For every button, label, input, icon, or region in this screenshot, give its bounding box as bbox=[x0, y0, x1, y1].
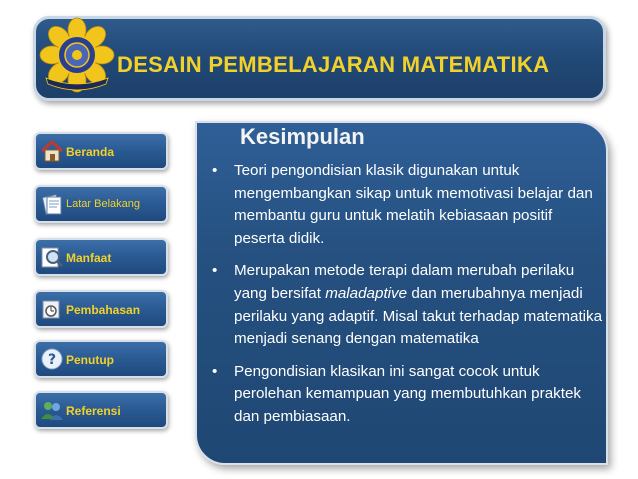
people-icon bbox=[39, 397, 65, 423]
sidebar-item-latar-belakang[interactable] bbox=[34, 185, 168, 223]
bullet-item bbox=[210, 260, 605, 350]
help-icon bbox=[39, 346, 65, 372]
sidebar-item-beranda[interactable] bbox=[34, 132, 168, 170]
svg-text:?: ? bbox=[47, 352, 57, 368]
tools-icon bbox=[39, 296, 65, 322]
sidebar-item-label: Penutup bbox=[66, 353, 114, 367]
sidebar-item-label: Manfaat bbox=[66, 251, 112, 265]
sidebar-item-label: Beranda bbox=[66, 145, 115, 159]
bullet-text-before: Merupakan metode terapi dalam merubah perilaku yang bersifat bbox=[234, 262, 575, 302]
sidebar-item-manfaat[interactable] bbox=[34, 238, 168, 276]
sidebar-item-referensi[interactable] bbox=[34, 391, 168, 429]
sidebar-item-penutup[interactable] bbox=[34, 340, 168, 378]
university-logo-icon bbox=[38, 16, 116, 94]
bullet-text-after: dan merubahnya menjadi perilaku yang adaptif. Misal takut terhadap matematika menjadi senang dengan matematika bbox=[234, 284, 603, 348]
section-title: Kesimpulan bbox=[240, 124, 365, 149]
sidebar-item-pembahasan[interactable] bbox=[34, 290, 168, 328]
sidebar-item-label: Referensi bbox=[66, 404, 121, 418]
sidebar-item-label: Latar Belakang bbox=[66, 198, 140, 210]
page-title: DESAIN PEMBELAJARAN MATEMATIKA bbox=[117, 52, 550, 77]
bullet-text: Teori pengondisian klasik digunakan untuk mengembangkan sikap untuk memotivasi belajar dan membantu guru untuk melatih kebiasaan positif peserta didik. bbox=[234, 162, 593, 247]
sidebar-item-label: Pembahasan bbox=[66, 303, 141, 317]
bullet-text-emphasis: maladaptive bbox=[325, 284, 408, 302]
bullet-list bbox=[210, 160, 605, 439]
home-icon bbox=[39, 138, 65, 164]
bullet-item bbox=[210, 160, 605, 250]
bullet-text: Pengondisian klasikan ini sangat cocok untuk perolehan kemampuan yang membutuhkan praktek dan pembiasaan. bbox=[234, 362, 581, 425]
documents-icon bbox=[39, 191, 65, 217]
magnifier-icon bbox=[39, 244, 65, 270]
bullet-item bbox=[210, 361, 605, 429]
